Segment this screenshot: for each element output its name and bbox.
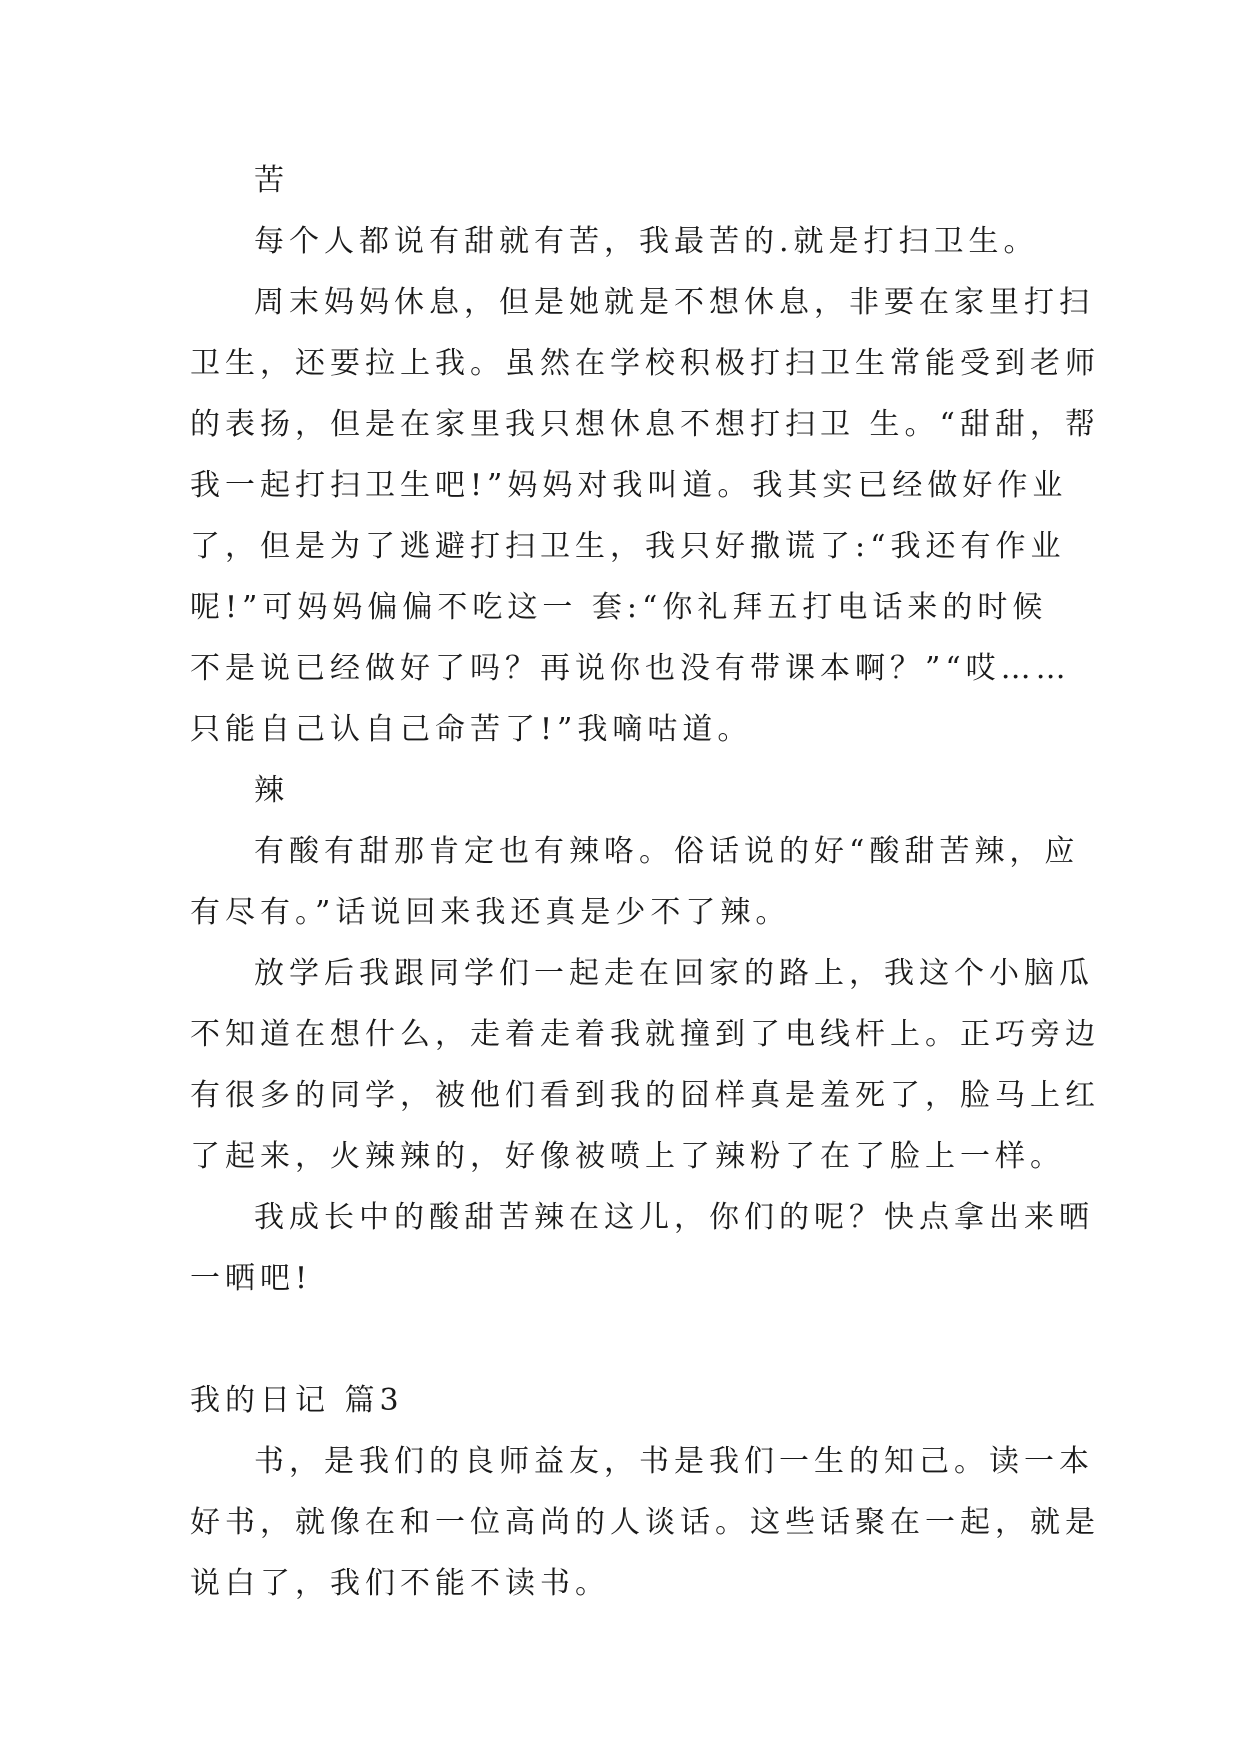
paragraph [190, 1187, 1094, 1309]
section-heading-bitter: 苦 [254, 163, 289, 198]
paragraph-line: 只能自己认自己命苦了!”我嘀咕道。 [190, 712, 753, 747]
paragraph [190, 943, 1100, 1187]
paragraph-line: 不知道在想什么，走着走着我就撞到了电线杆上。正巧旁边 [190, 1017, 1100, 1052]
section-spicy [190, 760, 1100, 1309]
paragraph-line: 不是说已经做好了吗？再说你也没有带课本啊？”“哎…… [190, 651, 1071, 686]
paragraph-line: 了起来，火辣辣的，好像被喷上了辣粉了在了脸上一样。 [190, 1139, 1065, 1174]
section-heading-spicy: 辣 [254, 773, 289, 808]
paragraph-line: 了，但是为了逃避打扫卫生，我只好撒谎了:“我还有作业 [190, 529, 1066, 564]
paragraph-line: 说白了，我们不能不读书。 [190, 1566, 610, 1601]
paragraph-line: 的表扬，但是在家里我只想休息不想打扫卫 生。“甜甜，帮 [190, 407, 1100, 442]
paragraph [190, 1431, 1100, 1614]
section-bitter [190, 150, 1100, 760]
paragraph-line: 好书，就像在和一位高尚的人谈话。这些话聚在一起，就是 [190, 1505, 1100, 1540]
paragraph-line: 有很多的同学，被他们看到我的囧样真是羞死了，脸马上红 [190, 1078, 1100, 1113]
paragraph-line: 放学后我跟同学们一起走在回家的路上，我这个小脑瓜 [254, 956, 1094, 991]
paragraph-line: 我一起打扫卫生吧!”妈妈对我叫道。我其实已经做好作业 [190, 468, 1068, 503]
paragraph-line: 每个人都说有甜就有苦，我最苦的.就是打扫卫生。 [254, 224, 1039, 259]
paragraph-line: 周末妈妈休息，但是她就是不想休息，非要在家里打扫 [254, 285, 1094, 320]
paragraph-line: 有尽有。”话说回来我还真是少不了辣。 [190, 895, 791, 930]
paragraph-line: 卫生，还要拉上我。虽然在学校积极打扫卫生常能受到老师 [190, 346, 1100, 381]
document-page [190, 150, 1100, 1614]
article-title: 我的日记 篇3 [190, 1383, 404, 1418]
paragraph [190, 211, 1050, 272]
paragraph [190, 821, 1080, 943]
paragraph-line: 书，是我们的良师益友，书是我们一生的知己。读一本 [254, 1444, 1094, 1479]
paragraph-line: 呢!”可妈妈偏偏不吃这一 套:“你礼拜五打电话来的时候 [190, 590, 1048, 625]
paragraph-line: 有酸有甜那肯定也有辣咯。俗话说的好“酸甜苦辣，应 [254, 834, 1080, 869]
paragraph-line: 一晒吧! [190, 1261, 313, 1296]
paragraph-line: 我成长中的酸甜苦辣在这儿，你们的呢？快点拿出来晒 [254, 1200, 1094, 1235]
paragraph [190, 272, 1100, 760]
article-diary-3 [190, 1370, 1100, 1614]
